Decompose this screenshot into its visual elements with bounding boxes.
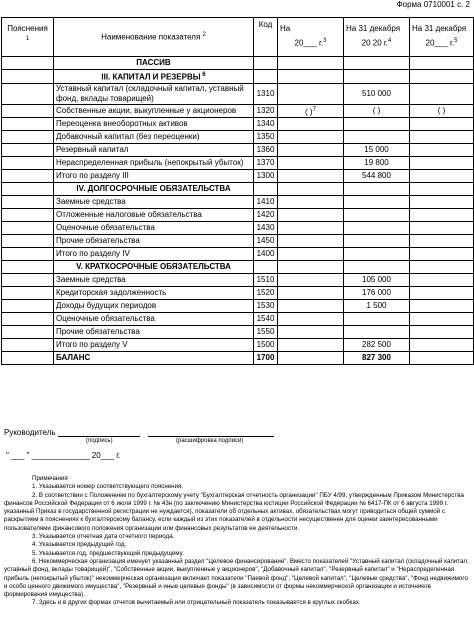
value-superscript: 7 <box>312 106 316 113</box>
row-name: Прочие обязательства <box>54 326 254 339</box>
balance-table <box>1 17 474 365</box>
row-value-v3 <box>410 131 474 144</box>
row-value-v3 <box>410 57 474 70</box>
row-value-v2: 1 500 <box>344 300 410 313</box>
row-name: Уставный капитал (складочный капитал, уставный фонд, вклады товарищей) <box>54 83 254 104</box>
row-value-v1 <box>278 209 344 222</box>
row-note-cell <box>2 339 54 352</box>
date-line: " ___ " _____________ 20___ г. <box>6 451 121 460</box>
row-code <box>254 183 278 196</box>
row-value-v1 <box>278 144 344 157</box>
row-code: 1450 <box>254 235 278 248</box>
note-item: 2. В соответствии с Положением по бухгалтерскому учету "Бухгалтерская отчетность организации" ПБУ 4/99, утвержденным Приказом Министерства финансов Российской Федерации от 6 июля 1999 г. № 43н (по заключению Министерства юстиции Российской Федерации № 6417-ПК от 6 августа 1999 г. указанный Приказ в государственной регистрации не нуждается), показатели об отдельных активах, обязательствах могут приводиться общей суммой с раскрытием в пояснениях к бухгалтерскому балансу, если каждый из этих показателей в отдельности несущественен для оценки заинтересованными пользователями финансового положения организации или финансовых результатов ее деятельности. <box>4 491 464 532</box>
row-value-v3 <box>410 235 474 248</box>
row-name: V. КРАТКОСРОЧНЫЕ ОБЯЗАТЕЛЬСТВА <box>54 261 254 274</box>
row-note-cell <box>2 352 54 365</box>
row-value-v1 <box>278 83 344 104</box>
row-note-cell <box>2 274 54 287</box>
row-value-v1 <box>278 57 344 70</box>
table-row <box>2 104 474 118</box>
row-note-cell <box>2 57 54 70</box>
row-value-v2: 827 300 <box>344 352 410 365</box>
row-note-cell <box>2 131 54 144</box>
row-value-v3 <box>410 274 474 287</box>
row-value-v3 <box>410 339 474 352</box>
table-row <box>2 196 474 209</box>
row-value-v1 <box>278 248 344 261</box>
row-code: 1430 <box>254 222 278 235</box>
row-name: Прочие обязательства <box>54 235 254 248</box>
row-value-v3 <box>410 144 474 157</box>
row-value-v2 <box>344 70 410 84</box>
row-note-cell <box>2 183 54 196</box>
row-value-v2: 544 800 <box>344 170 410 183</box>
row-value-v3 <box>410 83 474 104</box>
row-name: БАЛАНС <box>54 352 254 365</box>
notes-title: Примечания <box>32 475 68 482</box>
row-value-v2 <box>344 248 410 261</box>
row-value-v1 <box>278 300 344 313</box>
row-value-v3 <box>410 352 474 365</box>
row-note-cell <box>2 261 54 274</box>
table-row <box>2 209 474 222</box>
row-value-v1 <box>278 131 344 144</box>
row-value-v3 <box>410 70 474 84</box>
row-value-v1 <box>278 313 344 326</box>
row-note-cell <box>2 83 54 104</box>
note-item: 3. Указывается отчетная дата отчетного периода. <box>32 533 175 541</box>
row-value-v1 <box>278 222 344 235</box>
row-note-cell <box>2 287 54 300</box>
table-row <box>2 339 474 352</box>
table-row <box>2 70 474 84</box>
row-code: 1370 <box>254 157 278 170</box>
row-value-v1 <box>278 157 344 170</box>
row-name: Нераспределенная прибыль (непокрытый убыток) <box>54 157 254 170</box>
row-name: Добавочный капитал (без переоценки) <box>54 131 254 144</box>
table-row <box>2 235 474 248</box>
row-value-v2 <box>344 118 410 131</box>
header-period-2: На 31 декабря 20 20 г.$^4$ <box>344 18 410 57</box>
row-value-v1 <box>278 235 344 248</box>
row-value-v2 <box>344 196 410 209</box>
row-value-v2 <box>344 326 410 339</box>
header-code: Код <box>254 18 278 57</box>
row-code: 1520 <box>254 287 278 300</box>
head-label: Руководитель <box>4 428 56 437</box>
row-code: 1700 <box>254 352 278 365</box>
table-header-row <box>2 18 474 57</box>
row-name: III. КАПИТАЛ И РЕЗЕРВЫ $^6$ <box>54 70 254 84</box>
row-value-v1: ( )$^7$ <box>278 104 344 118</box>
table-row <box>2 352 474 365</box>
row-note-cell <box>2 196 54 209</box>
sign-caption: (подпись) <box>86 438 113 444</box>
row-code <box>254 261 278 274</box>
decode-caption: (расшифровка подписи) <box>176 438 244 444</box>
row-value-v1 <box>278 287 344 300</box>
row-name: Оценочные обязательства <box>54 222 254 235</box>
row-value-v2: 176 000 <box>344 287 410 300</box>
row-value-v3 <box>410 326 474 339</box>
row-value-v1 <box>278 261 344 274</box>
row-value-v2: 510 000 <box>344 83 410 104</box>
row-code: 1410 <box>254 196 278 209</box>
row-code: 1400 <box>254 248 278 261</box>
row-note-cell <box>2 70 54 84</box>
table-row <box>2 326 474 339</box>
form-number: Форма 0710001 с. 2 <box>396 0 470 9</box>
row-value-v3 <box>410 287 474 300</box>
row-name: Итого по разделу V <box>54 339 254 352</box>
signature-line <box>58 436 140 437</box>
row-code: 1530 <box>254 300 278 313</box>
row-value-v2 <box>344 235 410 248</box>
table-row <box>2 131 474 144</box>
row-note-cell <box>2 313 54 326</box>
table-row <box>2 183 474 196</box>
row-value-v2: 19 800 <box>344 157 410 170</box>
row-value-v2 <box>344 57 410 70</box>
row-name: IV. ДОЛГОСРОЧНЫЕ ОБЯЗАТЕЛЬСТВА <box>54 183 254 196</box>
row-code: 1350 <box>254 131 278 144</box>
row-value-v3 <box>410 209 474 222</box>
row-name: Кредиторская задолженность <box>54 287 254 300</box>
decode-line <box>148 436 274 437</box>
row-note-cell <box>2 170 54 183</box>
table-row <box>2 261 474 274</box>
header-name: Наименование показателя $^2$ <box>54 18 254 57</box>
row-name: ПАССИВ <box>54 57 254 70</box>
row-value-v3 <box>410 248 474 261</box>
row-name: Резервный капитал <box>54 144 254 157</box>
row-value-v2 <box>344 313 410 326</box>
row-code: 1360 <box>254 144 278 157</box>
header-notes: Пояснения 1 <box>2 18 54 57</box>
table-row <box>2 57 474 70</box>
table-row <box>2 157 474 170</box>
row-value-v1 <box>278 352 344 365</box>
row-note-cell <box>2 235 54 248</box>
row-code: 1500 <box>254 339 278 352</box>
row-name: Заемные средства <box>54 274 254 287</box>
row-code: 1420 <box>254 209 278 222</box>
table-row <box>2 248 474 261</box>
header-period-1: На 20___ г.$^3$ <box>278 18 344 57</box>
row-name: Заемные средства <box>54 196 254 209</box>
row-value-v2 <box>344 131 410 144</box>
row-code: 1550 <box>254 326 278 339</box>
note-item: 4. Указывается предыдущий год. <box>32 541 127 549</box>
row-note-cell <box>2 118 54 131</box>
table-row <box>2 300 474 313</box>
row-name: Отложенные налоговые обязательства <box>54 209 254 222</box>
note-item: 6. Некоммерческая организация именует указанный раздел "Целевое финансирование". Вместо показателей "Уставный капитал (складочный капитал, уставный фонд, вклады товарищей)", "Собственные акции, выкупленные у акционеров", "Добавочный капитал", "Резервный капитал" и "Нераспределенная прибыль (непокрытый убыток)" некоммерческая организация включает показатели "Паевой фонд", "Целевой капитал", "Целевые средства", "Фонд недвижимого и особо ценного движимого имущества", "Резервный и иные целевые фонды" (в зависимости от формы некоммерческой организации и источников формирования имущества). <box>4 557 469 599</box>
row-value-v3 <box>410 157 474 170</box>
note-item: 1. Указывается номер соответствующего пояснения. <box>32 483 184 491</box>
row-value-v2: 15 000 <box>344 144 410 157</box>
table-row <box>2 118 474 131</box>
row-name: Переоценка внеоборотных активов <box>54 118 254 131</box>
row-name: Итого по разделу III <box>54 170 254 183</box>
row-value-v1 <box>278 70 344 84</box>
table-row <box>2 144 474 157</box>
row-value-v3 <box>410 222 474 235</box>
row-value-v3 <box>410 118 474 131</box>
row-value-v2 <box>344 183 410 196</box>
table-row <box>2 313 474 326</box>
row-note-cell <box>2 248 54 261</box>
row-value-v3 <box>410 170 474 183</box>
row-code: 1340 <box>254 118 278 131</box>
row-value-v3 <box>410 196 474 209</box>
row-value-v2 <box>344 261 410 274</box>
table-row <box>2 170 474 183</box>
row-value-v3 <box>410 261 474 274</box>
row-value-v3: ( ) <box>410 104 474 118</box>
row-value-v3 <box>410 300 474 313</box>
row-value-v1 <box>278 274 344 287</box>
table-row <box>2 222 474 235</box>
row-code: 1540 <box>254 313 278 326</box>
row-value-v1 <box>278 339 344 352</box>
row-value-v1 <box>278 326 344 339</box>
row-code: 1310 <box>254 83 278 104</box>
row-name: Доходы будущих периодов <box>54 300 254 313</box>
row-value-v1 <box>278 183 344 196</box>
row-code: 1320 <box>254 104 278 118</box>
row-note-cell <box>2 157 54 170</box>
row-code <box>254 57 278 70</box>
row-value-v2: 105 000 <box>344 274 410 287</box>
table-row <box>2 274 474 287</box>
row-name: Собственные акции, выкупленные у акционеров <box>54 104 254 118</box>
row-value-v2: 282 500 <box>344 339 410 352</box>
row-note-cell <box>2 300 54 313</box>
header-period-3: На 31 декабря 20___ г.$^5$ <box>410 18 474 57</box>
row-value-v3 <box>410 313 474 326</box>
notes-block <box>4 475 470 608</box>
row-note-cell <box>2 222 54 235</box>
row-value-v1 <box>278 196 344 209</box>
row-note-cell <box>2 144 54 157</box>
row-value-v2 <box>344 209 410 222</box>
note-item: 7. Здесь и в других формах отчетов вычитаемый или отрицательный показатель показывается в круглых скобках. <box>32 599 361 607</box>
table-row <box>2 83 474 104</box>
row-value-v2: ( ) <box>344 104 410 118</box>
row-note-cell <box>2 104 54 118</box>
name-superscript: 6 <box>200 72 206 78</box>
row-code: 1300 <box>254 170 278 183</box>
row-note-cell <box>2 326 54 339</box>
note-item: 5. Указывается год, предшествующий предыдущему. <box>32 549 184 557</box>
row-name: Оценочные обязательства <box>54 313 254 326</box>
row-value-v1 <box>278 118 344 131</box>
row-value-v1 <box>278 170 344 183</box>
row-value-v3 <box>410 183 474 196</box>
row-note-cell <box>2 209 54 222</box>
row-code <box>254 70 278 84</box>
row-value-v2 <box>344 222 410 235</box>
row-name: Итого по разделу IV <box>54 248 254 261</box>
row-code: 1510 <box>254 274 278 287</box>
table-row <box>2 287 474 300</box>
